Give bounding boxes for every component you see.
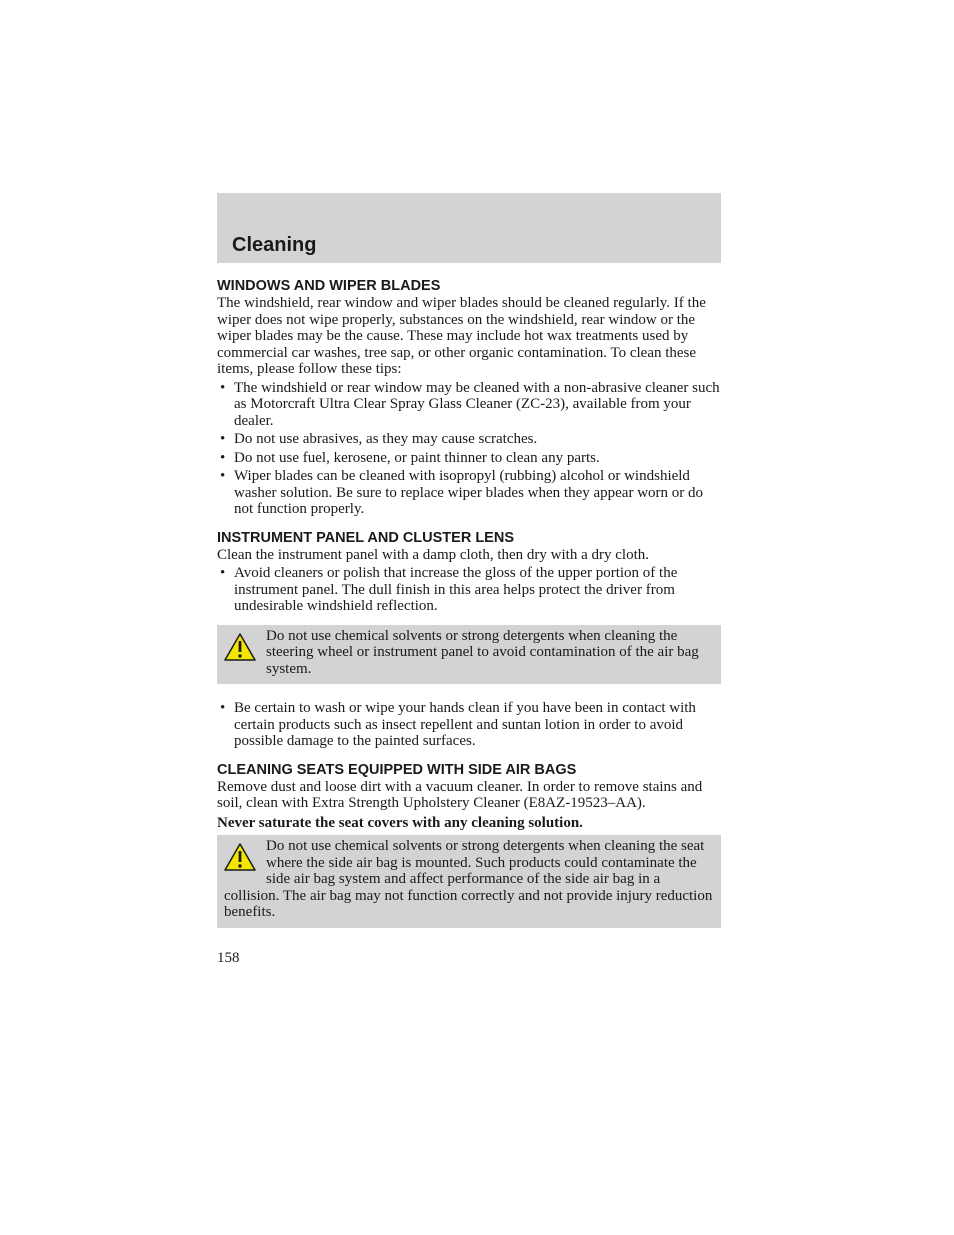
list-item: • Do not use abrasives, as they may cause scratches.: [217, 431, 721, 448]
list-item: • The windshield or rear window may be cleaned with a non-abrasive cleaner such as Motorcraft Ultra Clear Spray Glass Cleaner (ZC-23), available from your dealer.: [217, 380, 721, 430]
bullet-list-instrument-panel: [217, 565, 721, 615]
warning-triangle-icon: [224, 842, 256, 872]
list-item: • Avoid cleaners or polish that increase the gloss of the upper portion of the instrument panel. The dull finish in this area helps protect the driver from undesirable windshield reflection.: [217, 565, 721, 615]
warning-box-air-bag: [217, 625, 721, 685]
bullet-list-windows: [217, 380, 721, 518]
header-band: [217, 193, 721, 263]
page-title: Cleaning: [232, 234, 317, 256]
section-heading-seats: CLEANING SEATS EQUIPPED WITH SIDE AIR BAGS: [217, 761, 577, 778]
warning-box-side-air-bag: [217, 835, 721, 928]
bold-note: Never saturate the seat covers with any cleaning solution.: [217, 814, 583, 831]
warning-triangle-icon: [224, 632, 256, 662]
page-content: [217, 277, 721, 966]
section-intro-windows: The windshield, rear window and wiper blades should be cleaned regularly. If the wiper does not wipe properly, substances on the windshield, rear window or the wiper blades may be the cause. These may include hot wax treatments used by commercial car washes, tree sap, or other organic contamination. To clean these items, please follow these tips:: [217, 295, 706, 377]
section-intro-instrument-panel: Clean the instrument panel with a damp cloth, then dry with a dry cloth.: [217, 546, 649, 563]
section-heading-windows: WINDOWS AND WIPER BLADES: [217, 278, 441, 294]
list-item: • Wiper blades can be cleaned with isopropyl (rubbing) alcohol or windshield washer solution. Be sure to replace wiper blades when they appear worn or do not function properly.: [217, 468, 721, 518]
bullet-list-hands: [217, 700, 721, 750]
warning-text: Do not use chemical solvents or strong detergents when cleaning the steering wheel or instrument panel to avoid contamination of the air bag system.: [266, 627, 699, 677]
section-heading-instrument-panel: INSTRUMENT PANEL AND CLUSTER LENS: [217, 529, 514, 546]
manual-page: [217, 193, 721, 966]
section-intro-seats: Remove dust and loose dirt with a vacuum cleaner. In order to remove stains and soil, clean with Extra Strength Upholstery Cleaner (E8AZ-19523–AA).: [217, 778, 703, 811]
list-item: • Do not use fuel, kerosene, or paint thinner to clean any parts.: [217, 450, 721, 467]
list-item: • Be certain to wash or wipe your hands clean if you have been in contact with certain products such as insect repellent and suntan lotion in order to avoid possible damage to the painted surfaces.: [217, 700, 721, 750]
warning-text: Do not use chemical solvents or strong detergents when cleaning the seat where the side air bag is mounted. Such products could contaminate the side air bag system and affect performance of the side air bag in a collision. The air bag may not function correctly and not provide injury reduction benefits.: [224, 838, 713, 920]
page-number: 158: [217, 949, 240, 966]
